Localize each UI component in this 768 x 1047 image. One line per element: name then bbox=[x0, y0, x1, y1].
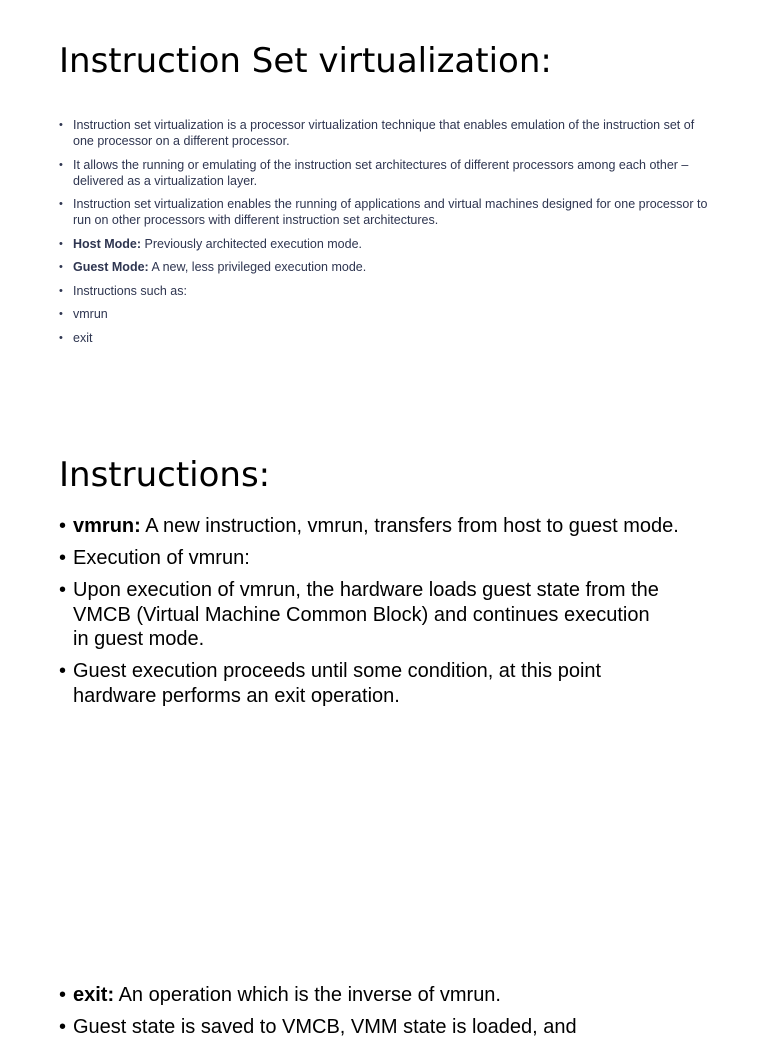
item-text: An operation which is the inverse of vmrun. bbox=[114, 984, 501, 1006]
bullet-icon: • bbox=[59, 984, 67, 1006]
bullet-icon: • bbox=[59, 660, 67, 682]
bullet-list-isv bbox=[59, 117, 709, 353]
item-text: Guest execution proceeds until some condition, at this point hardware performs an exit operation. bbox=[73, 660, 602, 707]
bullet-icon: • bbox=[59, 515, 67, 537]
item-term: exit: bbox=[73, 984, 115, 1006]
list-item bbox=[59, 236, 709, 252]
bullet-icon: • bbox=[59, 331, 63, 344]
item-text: Guest state is saved to VMCB, VMM state is loaded, and bbox=[73, 1016, 577, 1038]
item-text: Instruction set virtualization enables the running of applications and virtual machines designed for one processor to run on other processors with different instruction set architectures. bbox=[73, 197, 708, 227]
bullet-list-instructions bbox=[59, 514, 719, 716]
item-text: vmrun bbox=[73, 307, 108, 321]
item-text: exit bbox=[73, 330, 93, 345]
list-item bbox=[59, 514, 719, 539]
item-text: It allows the running or emulating of the instruction set architectures of different processors among each other – delivered as a virtualization layer. bbox=[73, 157, 689, 188]
item-term: Guest Mode: bbox=[73, 260, 149, 274]
item-text: Instruction set virtualization is a processor virtualization technique that enables emulation of the instruction set of one processor on a different processor. bbox=[73, 118, 695, 148]
section-title-isv: Instruction Set virtualization: bbox=[59, 41, 552, 81]
item-term: Host Mode: bbox=[73, 236, 142, 251]
bullet-list-exit bbox=[59, 983, 719, 1047]
list-item bbox=[59, 196, 709, 228]
item-text: Instructions such as: bbox=[73, 283, 187, 298]
section-title-instructions: Instructions: bbox=[59, 455, 271, 495]
list-item bbox=[59, 983, 719, 1008]
bullet-icon: • bbox=[59, 119, 63, 131]
bullet-icon: • bbox=[59, 579, 67, 601]
list-item bbox=[59, 157, 709, 189]
list-item bbox=[59, 659, 663, 708]
bullet-icon: • bbox=[59, 158, 63, 171]
item-text: Execution of vmrun: bbox=[73, 547, 250, 569]
list-item bbox=[59, 117, 709, 149]
item-term: vmrun: bbox=[73, 515, 141, 537]
list-item bbox=[59, 283, 709, 299]
list-item bbox=[59, 546, 719, 571]
item-text: A new instruction, vmrun, transfers from host to guest mode. bbox=[140, 515, 679, 537]
list-item bbox=[59, 259, 709, 275]
list-item bbox=[59, 330, 709, 346]
bullet-icon: • bbox=[59, 284, 63, 297]
item-text: A new, less privileged execution mode. bbox=[148, 260, 367, 274]
bullet-icon: • bbox=[59, 261, 63, 273]
bullet-icon: • bbox=[59, 198, 63, 210]
item-text: Previously architected execution mode. bbox=[141, 236, 363, 251]
bullet-icon: • bbox=[59, 237, 63, 250]
bullet-icon: • bbox=[59, 1016, 67, 1038]
bullet-icon: • bbox=[59, 547, 67, 569]
list-item bbox=[59, 578, 663, 652]
list-item bbox=[59, 306, 709, 322]
list-item bbox=[59, 1015, 719, 1040]
bullet-icon: • bbox=[59, 308, 63, 320]
item-text: Upon execution of vmrun, the hardware loads guest state from the VMCB (Virtual Machine Common Block) and continues execution in guest mode. bbox=[73, 579, 659, 650]
